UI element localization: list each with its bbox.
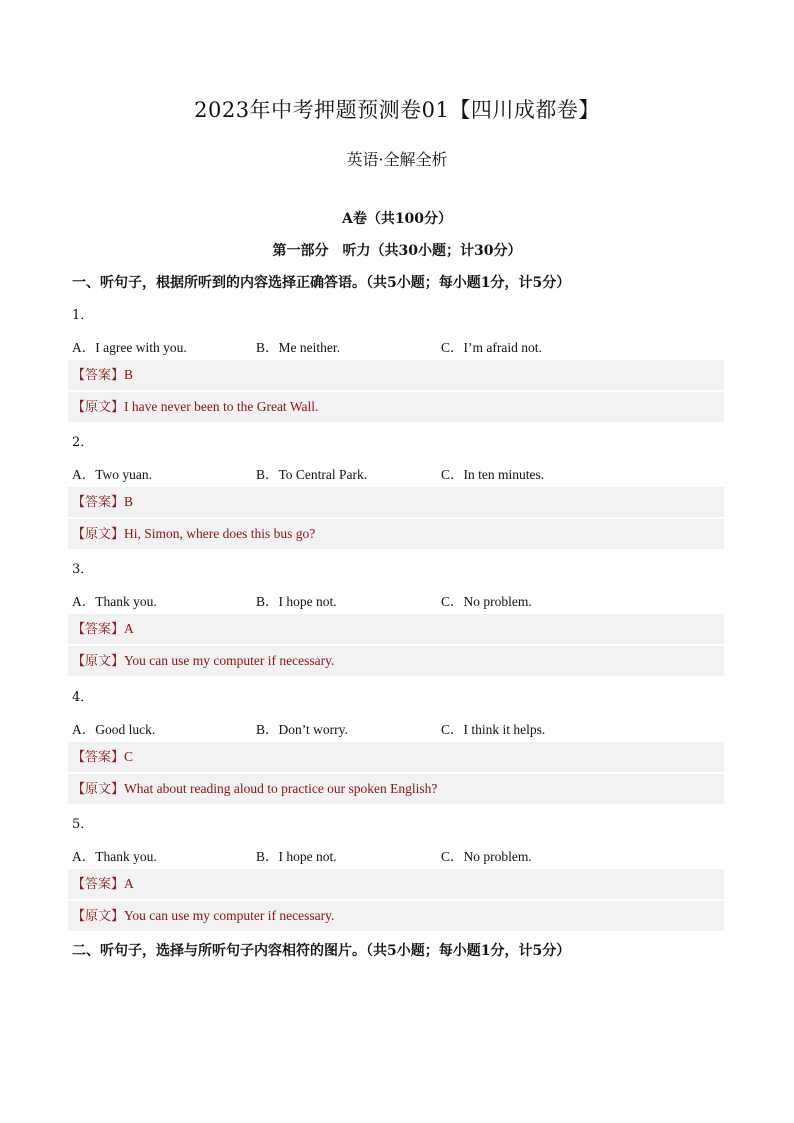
answer-tag: 【答案】 [72, 495, 125, 510]
option-b: B．I hope not. [256, 594, 337, 609]
answer-tag: 【答案】 [72, 750, 125, 765]
source-tag: 【原文】 [72, 654, 125, 669]
source-tag: 【原文】 [72, 909, 125, 924]
answer-tag: 【答案】 [72, 877, 125, 892]
part-heading: 第一部分 听力（共30小题；计30分） [272, 243, 522, 259]
question-number: 3． [72, 562, 94, 577]
answer-value: A [124, 621, 134, 636]
option-c: C．In ten minutes. [441, 467, 545, 482]
source-tag: 【原文】 [72, 400, 125, 415]
option-a: A．Thank you. [72, 594, 157, 609]
source-row [68, 392, 724, 422]
question-options [72, 463, 724, 481]
answer-tag: 【答案】 [72, 622, 125, 637]
answer-value: B [124, 494, 134, 509]
section-one-heading: 一、听句子，根据所听到的内容选择正确答语。（共5小题；每小题1分，计5分） [72, 275, 571, 291]
source-row [68, 646, 724, 676]
answer-row [68, 869, 724, 899]
option-a: A．Thank you. [72, 849, 157, 864]
question-options [72, 845, 724, 863]
answer-value: C [124, 749, 134, 764]
option-c: C．I’m afraid not. [441, 340, 542, 355]
source-row [68, 519, 724, 549]
answer-value: A [124, 876, 134, 891]
document-title: 2023年中考押题预测卷01【四川成都卷】 [194, 98, 600, 122]
answer-tag: 【答案】 [72, 368, 125, 383]
option-c: C．I think it helps. [441, 722, 546, 737]
question-number: 4． [72, 690, 94, 705]
answer-row [68, 487, 724, 517]
option-b: B．Me neither. [256, 340, 340, 355]
question-options [72, 336, 724, 354]
question-options [72, 718, 724, 736]
question-number: 5． [72, 817, 94, 832]
option-a: A．Two yuan. [72, 467, 153, 482]
document-subtitle: 英语·全解全析 [346, 150, 448, 169]
source-text: You can use my computer if necessary. [124, 908, 335, 923]
option-a: A．I agree with you. [72, 340, 187, 355]
option-c: C．No problem. [441, 849, 532, 864]
volume-heading: A卷（共100分） [341, 211, 453, 227]
option-c: C．No problem. [441, 594, 532, 609]
option-a: A．Good luck. [72, 722, 156, 737]
source-row [68, 901, 724, 931]
option-b: B．Don’t worry. [256, 722, 348, 737]
section-two-heading: 二、听句子，选择与所听句子内容相符的图片。（共5小题；每小题1分，计5分） [72, 943, 571, 959]
source-text: Hi, Simon, where does this bus go? [124, 526, 316, 541]
source-row [68, 774, 724, 804]
option-b: B．I hope not. [256, 849, 337, 864]
source-text: You can use my computer if necessary. [124, 653, 335, 668]
source-tag: 【原文】 [72, 782, 125, 797]
question-options [72, 590, 724, 608]
question-number: 1． [72, 308, 94, 323]
question-number: 2． [72, 435, 94, 450]
answer-row [68, 360, 724, 390]
answer-value: B [124, 367, 134, 382]
answer-row [68, 614, 724, 644]
answer-row [68, 742, 724, 772]
source-text: I have never been to the Great Wall. [124, 399, 319, 414]
source-text: What about reading aloud to practice our spoken English? [124, 781, 438, 796]
source-tag: 【原文】 [72, 527, 125, 542]
option-b: B．To Central Park. [256, 467, 368, 482]
